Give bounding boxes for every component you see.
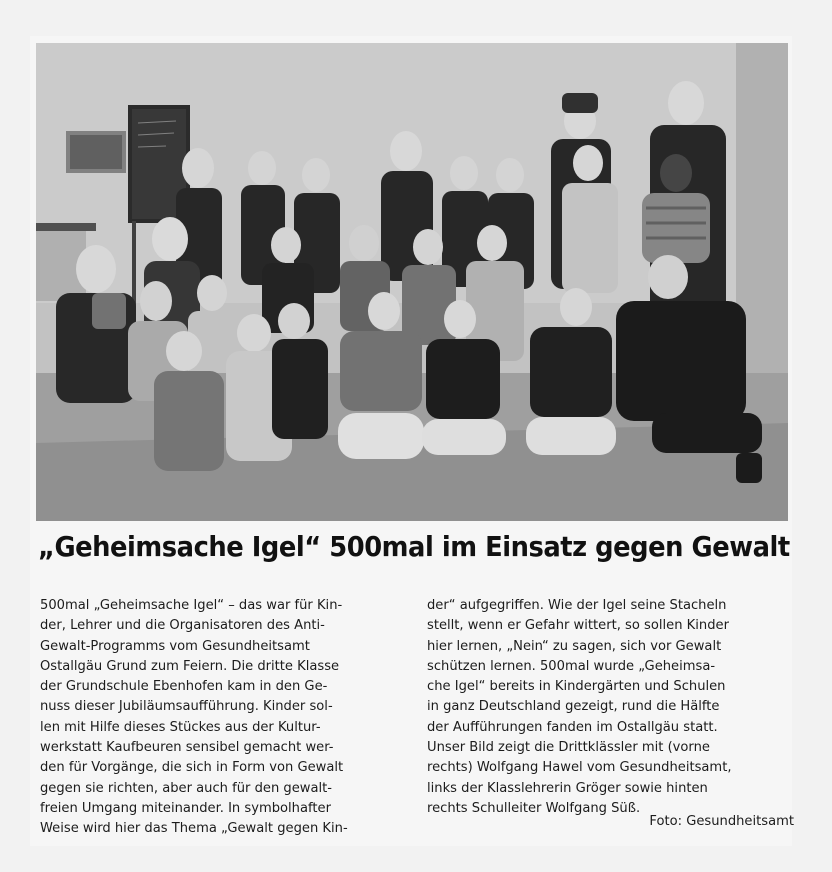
text-line: der Grundschule Ebenhofen kam in den Ge-	[40, 679, 328, 695]
text-line: schützen lernen. 500mal wurde „Geheimsa-	[427, 658, 716, 674]
article-column-left	[40, 596, 412, 840]
text-line: rechts) Wolfgang Hawel vom Gesundheitsamt,	[427, 760, 732, 776]
text-line: Unser Bild zeigt die Drittklässler mit (vorne	[427, 740, 710, 756]
text-line: 500mal „Geheimsache Igel“ – das war für Kin-	[40, 598, 343, 613]
article-headline: „Geheimsache Igel“ 500mal im Einsatz gegen Gewalt	[38, 530, 790, 563]
text-line: der, Lehrer und die Organisatoren des Anti-	[40, 618, 325, 634]
text-line: stellt, wenn er Gefahr wittert, so sollen Kinder	[427, 618, 729, 634]
text-line: rechts Schulleiter Wolfgang Süß.	[427, 800, 641, 816]
text-line: werkstatt Kaufbeuren sensibel gemacht wer-	[40, 740, 334, 756]
group-photo	[36, 43, 788, 521]
text-line: hier lernen, „Nein“ zu sagen, sich vor Gewalt	[427, 638, 722, 654]
text-line: freien Umgang miteinander. In symbolhafter	[40, 800, 331, 816]
article-column-right	[427, 596, 797, 819]
text-line: Weise wird hier das Thema „Gewalt gegen Kin-	[40, 821, 348, 837]
text-line: che Igel“ bereits in Kindergärten und Schulen	[427, 679, 726, 695]
text-line: der“ aufgegriffen. Wie der Igel seine Stacheln	[427, 598, 727, 613]
photo-credit: Foto: Gesundheitsamt	[649, 814, 794, 829]
text-line: Ostallgäu Grund zum Feiern. Die dritte Klasse	[40, 658, 340, 674]
text-line: len mit Hilfe dieses Stückes aus der Kultur-	[40, 719, 321, 735]
text-line: nuss dieser Jubiläumsaufführung. Kinder sol-	[40, 699, 333, 715]
text-line: in ganz Deutschland gezeigt, rund die Hälfte	[427, 699, 720, 715]
text-line: den für Vorgänge, die sich in Form von Gewalt	[40, 760, 344, 776]
text-line: der Aufführungen fanden im Ostallgäu statt.	[427, 719, 718, 735]
text-line: links der Klasslehrerin Gröger sowie hinten	[427, 780, 708, 796]
text-line: gegen sie richten, aber auch für den gewalt-	[40, 780, 333, 796]
text-line: Gewalt-Programms vom Gesundheitsamt	[40, 638, 310, 654]
